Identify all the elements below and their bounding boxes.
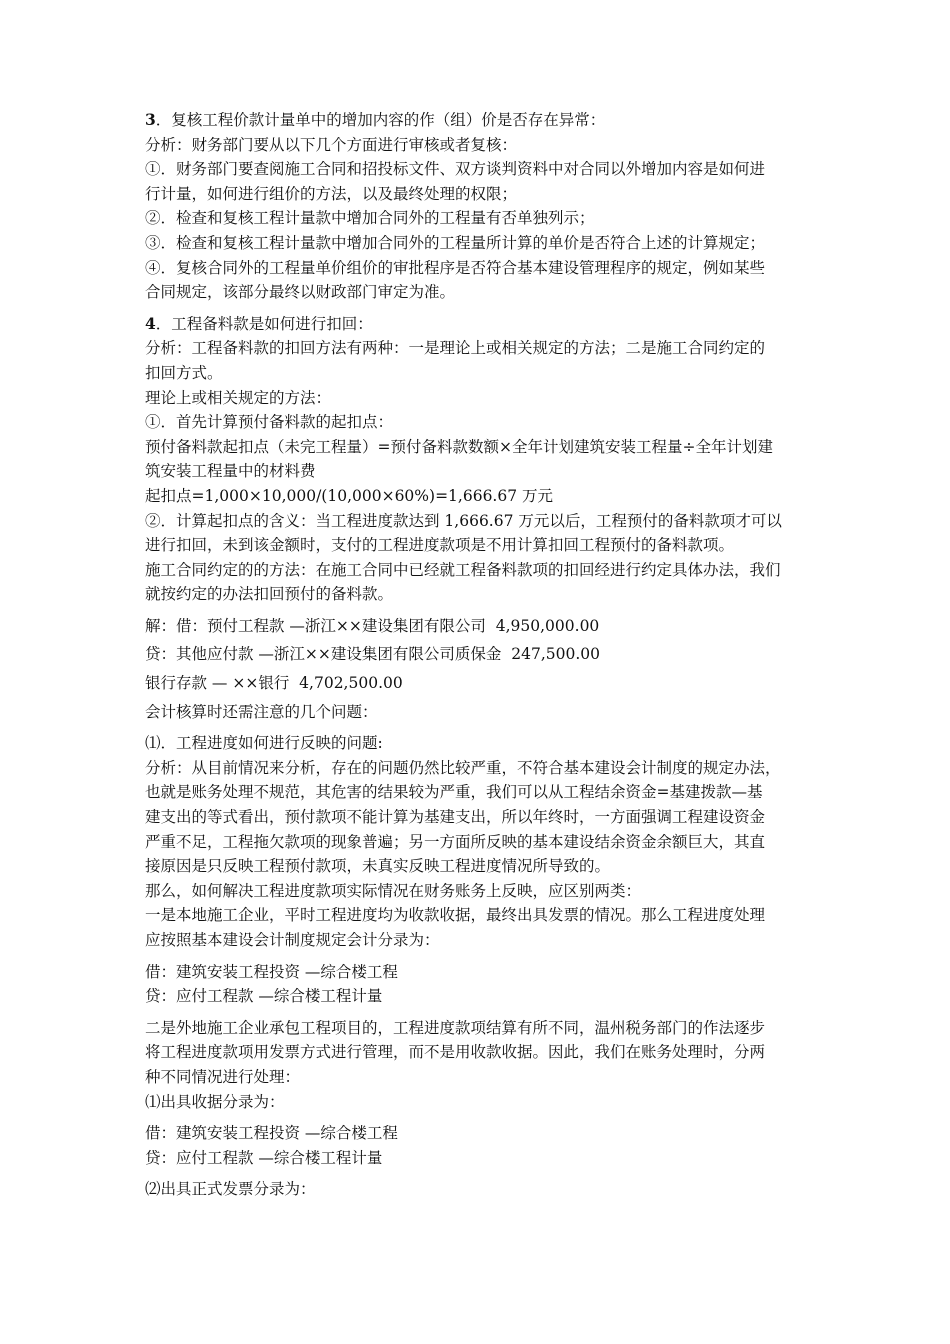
text-line: 会计核算时还需注意的几个问题：: [145, 702, 378, 721]
journal-entry-line: 贷：其他应付款 —浙江××建设集团有限公司质保金 247,500.00: [145, 645, 601, 664]
text-line: 分析：从目前情况来分析，存在的问题仍然比较严重，不符合基本建设会计制度的规定办法，: [145, 758, 781, 777]
text-line: 预付备料款起扣点（未完工程量）=预付备料款数额×全年计划建筑安装工程量÷全年计划建: [145, 437, 773, 456]
text-line: ②．计算起扣点的含义：当工程进度款达到 1,666.67 万元以后，工程预付的备料款项才可以: [145, 511, 782, 530]
text-line: ③．检查和复核工程计量款中增加合同外的工程量所计算的单价是否符合上述的计算规定；: [145, 233, 766, 252]
text-line: 也就是账务处理不规范，其危害的结果较为严重，我们可以从工程结余资金=基建拨款—基: [145, 783, 763, 802]
document-page: [145, 108, 815, 1202]
journal-entry-line: 借：建筑安装工程投资 —综合楼工程: [145, 1124, 398, 1143]
text-line: ①．财务部门要查阅施工合同和招投标文件、双方谈判资料中对合同以外增加内容是如何进: [145, 160, 766, 179]
text-line: 种不同情况进行处理：: [145, 1067, 301, 1086]
heading-3-text: ．复核工程价款计量单中的增加内容的作（组）价是否存在异常：: [155, 111, 606, 129]
heading-3-number: 3: [145, 110, 156, 129]
text-line: 严重不足，工程拖欠款项的现象普遍；另一方面所反映的基本建设结余资金余额巨大，其直: [145, 832, 766, 851]
text-line: ⑴．工程进度如何进行反映的问题:: [145, 734, 383, 753]
journal-entry-line: 银行存款 — ××银行 4,702,500.00: [145, 674, 403, 693]
text-line: 将工程进度款项用发票方式进行管理，而不是用收款收据。因此，我们在账务处理时，分两: [145, 1043, 766, 1062]
text-line: 应按照基本建设会计制度规定会计分录为：: [145, 931, 440, 949]
text-line: 筑安装工程量中的材料费: [145, 462, 316, 481]
text-line: 接原因是只反映工程预付款项，未真实反映工程进度情况所导致的。: [145, 857, 611, 876]
text-line: 那么，如何解决工程进度款项实际情况在财务账务上反映，应区别两类：: [145, 881, 642, 900]
text-line: ①．首先计算预付备料款的起扣点：: [145, 413, 394, 432]
text-line: 进行扣回，未到该金额时，支付的工程进度款项是不用计算扣回工程预付的备料款项。: [145, 536, 735, 555]
text-line: ④．复核合同外的工程量单价组价的审批程序是否符合基本建设管理程序的规定，例如某些: [145, 258, 766, 277]
heading-4-number: 4: [145, 313, 156, 333]
text-line: ⑴出具收据分录为：: [145, 1092, 285, 1111]
text-line: 分析：财务部门要从以下几个方面进行审核或者复核：: [145, 135, 518, 154]
text-line: 二是外地施工企业承包工程项目的，工程进度款项结算有所不同，温州税务部门的作法逐步: [145, 1018, 766, 1037]
heading-4-text: ．工程备料款是如何进行扣回：: [155, 314, 373, 333]
text-line: 扣回方式。: [145, 363, 223, 382]
text-line: ②．检查和复核工程计量款中增加合同外的工程量有否单独列示；: [145, 209, 595, 228]
text-line: ⑵出具正式发票分录为：: [145, 1180, 316, 1199]
journal-entry-line: 贷：应付工程款 —综合楼工程计量: [145, 987, 383, 1006]
text-line: 行计量，如何进行组价的方法，以及最终处理的权限；: [145, 184, 518, 203]
text-line: 起扣点=1,000×10,000/(10,000×60%)=1,666.67 万元: [145, 486, 554, 505]
text-line: 理论上或相关规定的方法：: [145, 388, 332, 407]
text-line: 就按约定的办法扣回预付的备料款。: [145, 585, 394, 604]
text-line: 施工合同约定的的方法：在施工合同中已经就工程备料款项的扣回经进行约定具体办法，我们: [145, 560, 781, 579]
heading-3: [145, 108, 815, 133]
journal-entry-line: 贷：应付工程款 —综合楼工程计量: [145, 1148, 383, 1167]
text-line: 一是本地施工企业，平时工程进度均为收款收据，最终出具发票的情况。那么工程进度处理: [145, 906, 766, 925]
text-line: 建支出的等式看出，预付款项不能计算为基建支出，所以年终时，一方面强调工程建设资金: [145, 808, 766, 827]
heading-4: [145, 312, 815, 337]
journal-entry-line: 解：借：预付工程款 —浙江××建设集团有限公司 4,950,000.00: [145, 616, 600, 635]
journal-entry-line: 借：建筑安装工程投资 —综合楼工程: [145, 962, 398, 981]
text-line: 合同规定，该部分最终以财政部门审定为准。: [145, 283, 456, 302]
text-line: 分析：工程备料款的扣回方法有两种：一是理论上或相关规定的方法；二是施工合同约定的: [145, 339, 766, 358]
